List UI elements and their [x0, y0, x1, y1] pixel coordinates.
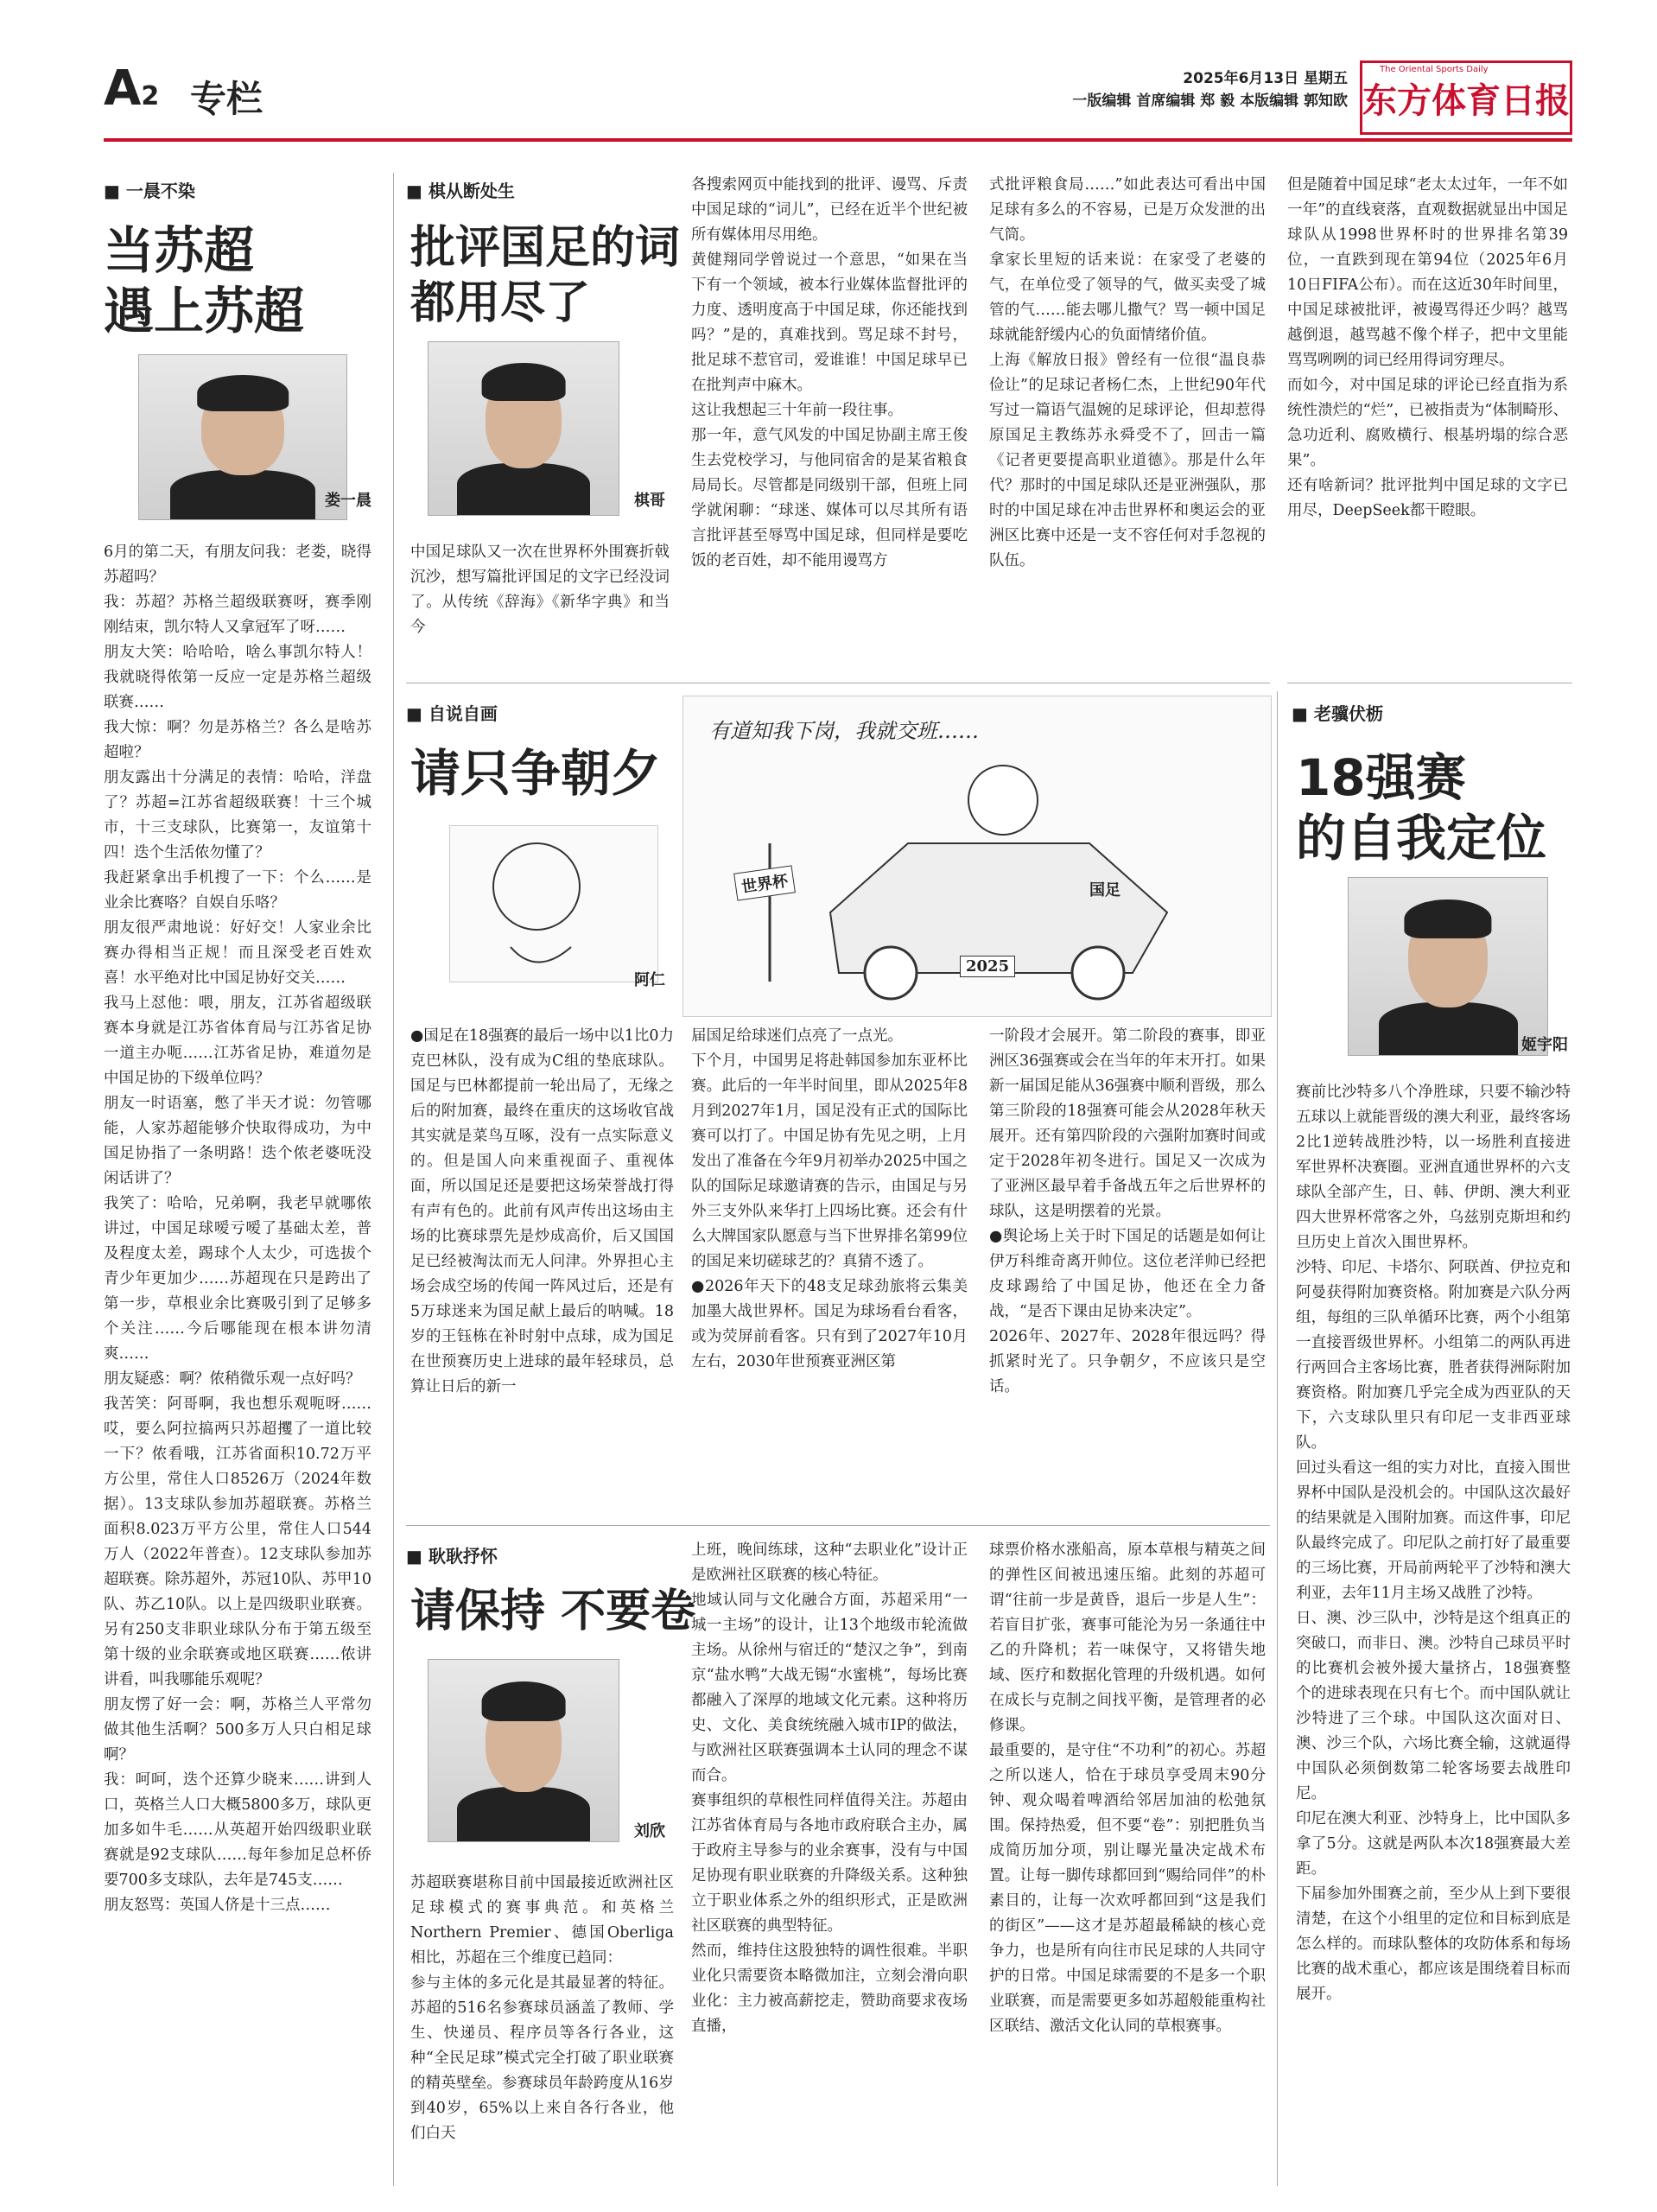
col5-title-line1: 18强赛: [1296, 748, 1466, 807]
logo-chinese: 东方体育日报: [1362, 80, 1570, 121]
issue-date: 2025年6月13日 星期五: [1183, 70, 1348, 87]
col5-title: [1296, 747, 1546, 868]
col2a-body-4: 但是随着中国足球“老太太过年，一年不如一年”的直线衰落，直观数据就显出中国足球队从1998世界杯时的世界排名第39位，一直跌到现在第94位（2025年6月10日FIFA公布）。而在这近30年时间里，中国足球被批评，被谩骂得还少吗？越骂越倒退，越骂越不像个样子，把中文里能骂骂咧咧的词已经用得词穷理尽。 而如今，对中国足球的评论已经直指为系统性溃烂的“烂”，已被指责为“体制畸形、急功近利、腐败横行、根基坍塌的综合恶果”。 还有啥新词？批评批判中国足球的文字已用尽，DeepSeek都干瞪眼。: [1287, 176, 1568, 519]
col2c-byline: 刘欣: [634, 1822, 665, 1840]
caricature-sketch: [449, 825, 658, 982]
col2a-kicker: ■ 棋从断处生: [406, 177, 515, 202]
col2b-body-2: 届国足给球迷们点亮了一点光。 下个月，中国男足将赴韩国参加东亚杯比赛。此后的一年半时间里，即从2025年8月到2027年1月，国足没有正式的国际比赛可以打了。中国足协有先见之明，上月发出了准备在今年9月初举办2025中国之队的国际足球邀请赛的告示，由国足与另外三支外队来华打上四场比赛。还会有什么大牌国家队愿意与当下世界排名第99位的国足来切磋球艺的？真猜不透了。 ●2026年天下的48支足球劲旅将云集美加墨大战世界杯。国足为球场看台看客，或为荧屏前看客。只有到了2027年10月左右，2030年世预赛亚洲区第: [691, 1027, 968, 1370]
col2c-body-2: 上班，晚间练球，这种“去职业化”设计正是欧洲社区联赛的核心特征。 地域认同与文化融合方面，苏超采用“一城一主场”的设计，让13个地级市轮流做主场。从徐州与宿迁的“楚汉之争”，到南京“盐水鸭”大战无锡“水蜜桃”，每场比赛都融入了深厚的地域文化元素。这种将历史、文化、美食统统融入城市IP的做法，与欧洲社区联赛强调本土认同的理念不谋而合。 赛事组织的草根性同样值得关注。苏超由江苏省体育局与各地市政府联合主办，属于政府主导参与的业余赛事，没有与中国足协现有职业联赛的升降级关系。这种独立于职业体系之外的组织形式，正是欧洲社区联赛的典型特征。 然而，维持住这股独特的调性很难。半职业化只需要资本略微加注，立刻会滑向职业化：主力被高薪挖走，赞助商要求夜场直播，: [691, 1541, 968, 2035]
cartoon-car-label: 国足: [1089, 881, 1121, 899]
col2a-title: [410, 220, 680, 331]
col1-kicker: ■ 一晨不染: [104, 177, 195, 202]
col1-byline: 娄一晨: [325, 492, 371, 510]
col2b-body-3: 一阶段才会展开。第二阶段的赛事，即亚洲区36强赛或会在当年的年末开打。如果新一届国足能从36强赛中顺利晋级，那么第三阶段的18强赛可能会从2028年秋天展开。还有第四阶段的六强附加赛时间或定于2028年初冬进行。国足又一次成为了亚洲区最早着手备战五年之后世界杯的球队，这是明摆着的光景。 ●舆论场上关于时下国足的话题是如何让伊万科维奇离开帅位。这位老洋帅已经把皮球踢给了中国足协，他还在全力备战，“是否下课由足协来决定”。 2026年、2027年、2028年很远吗？得抓紧时光了。只争朝夕，不应该只是空话。: [989, 1027, 1266, 1395]
page-header: [104, 60, 1572, 142]
col2a-title-line2: 都用尽了: [410, 277, 591, 329]
logo-english: The Oriental Sports Daily: [1380, 65, 1489, 74]
col1-title: [104, 220, 304, 341]
col2c-body-1: 苏超联赛堪称目前中国最接近欧洲社区足球模式的赛事典范。和英格兰Northern Premier、德国Oberliga相比，苏超在三个维度已趋同： 参与主体的多元化是其最显著的特征。苏超的516名参赛球员涵盖了教师、学生、快递员、程序员等各行各业，这种“全民足球”模式完全打破了职业联赛的精英壁垒。参赛球员年龄跨度从16岁到40岁，65%以上来自各行各业，他们白天: [410, 1874, 674, 2142]
col2a-title-line1: 批评国足的词: [410, 222, 681, 274]
col2a-byline: 棋哥: [634, 492, 665, 510]
col2b-kicker: ■ 自说自画: [406, 700, 498, 725]
cartoon-plate: 2025: [960, 956, 1015, 977]
header-meta: [1072, 67, 1348, 112]
page-number: A2: [104, 60, 160, 117]
col2b-byline: 阿仁: [634, 971, 665, 989]
cartoon-signpost: 世界杯: [733, 865, 796, 900]
col1-body: 6月的第二天，有朋友问我：老娄，晓得苏超吗？ 我：苏超？苏格兰超级联赛呀，赛季刚刚结束，凯尔特人又拿冠军了呀…… 朋友大笑：哈哈哈，啥么事凯尔特人！我就晓得侬第一反应一定是苏格兰超级联赛…… 我大惊：啊？勿是苏格兰？各么是啥苏超啦？ 朋友露出十分满足的表情：哈哈，洋盘了？苏超=江苏省超级联赛！十三个城市，十三支球队，比赛第一，友谊第十四！迭个生活侬勿懂了？ 我赶紧拿出手机搜了一下：个么……是业余比赛咯？自娱自乐咯？ 朋友很严肃地说：好好交！人家业余比赛办得相当正规！而且深受老百姓欢喜！水平绝对比中国足协好交关…… 我马上怼他：喂，朋友，江苏省超级联赛本身就是江苏省体育局与江苏省足协一道主办呃……江苏省足协，难道勿是中国足协的下级单位吗？ 朋友一时语塞，憋了半天才说：勿管哪能，人家苏超能够介快取得成功，为中国足协指了一条明路！迭个侬老婆呒没闲话讲了？ 我笑了：哈哈，兄弟啊，我老早就哪侬讲过，中国足球嗳亏嗳了基础太差，普及程度太差，踢球个人太少，可选拔个青少年更加少……苏超现在只是跨出了第一步，草根业余比赛吸引到了足够多个关注……今后哪能现在根本讲勿清爽…… 朋友疑惑：啊？侬稍微乐观一点好吗？ 我苦笑：阿哥啊，我也想乐观呃呀……哎，要么阿拉搞两只苏超攫了一道比较一下？侬看哦，江苏省面积10.72万平方公里，常住人口8526万（2024年数据）。13支球队参加苏超联赛。苏格兰面积8.023万平方公里，常住人口544万人（2022年普查）。12支球队参加苏超联赛。除苏超外，苏冠10队、苏甲10队、苏乙10队。以上是四级职业联赛。另有250支非职业球队分布于第五级至第十级的业余联赛或地区联赛……侬讲讲看，叫我哪能乐观呢？ 朋友愣了好一会：啊，苏格兰人平常勿做其他生活啊？500多万人只白相足球啊？ 我：呵呵，迭个还算少晓来……讲到人口，英格兰人口大概5800多万，球队更加多如牛毛……从英超开始四级职业联赛就是92支球队……每年参加足总杯侨要700多支球队，去年是745支…… 朋友怒骂：英国人侪是十三点……: [104, 543, 371, 1914]
col2c-kicker: ■ 耿耿抒怀: [406, 1542, 498, 1567]
col2a-body-2: 各搜索网页中能找到的批评、谩骂、斥责中国足球的“词儿”，已经在近半个世纪被所有媒体用尽用绝。 黄健翔同学曾说过一个意思，“如果在当下有一个领域，被本行业媒体监督批评的力度、透明度高于中国足球，你还能找到吗？”是的，真难找到。骂足球不封号，批足球不惹官司，爱谁谁！中国足球早已在批判声中麻木。 这让我想起三十年前一段往事。 那一年，意气风发的中国足协副主席王俊生去党校学习，与他同宿舍的是某省粮食局局长。尽管都是同级别干部，但班上同学就闲聊：“球迷、媒体可以尽其所有语言批评甚至辱骂中国足球，但同样是要吃饭的老百姓，却不能用谩骂方: [691, 176, 968, 569]
col1-title-line1: 当苏超: [104, 221, 255, 280]
col5-kicker: ■ 老骥伏枥: [1292, 700, 1383, 725]
col5-body: 赛前比沙特多八个净胜球，只要不输沙特五球以上就能晋级的澳大利亚，最终客场2比1逆转战胜沙特，以一场胜利直接进军世界杯决赛圈。亚洲直通世界杯的六支球队全部产生，日、韩、伊朗、澳大利亚四大世界杯常客之外，乌兹别克斯坦和约旦历史上首次入围世界杯。 沙特、印尼、卡塔尔、阿联酋、伊拉克和阿曼获得附加赛资格。附加赛是六队分两组，每组的三队单循环比赛，两个小组第一直接晋级世界杯。小组第二的两队再进行两回合主客场比赛，胜者获得洲际附加赛资格。附加赛几乎完全成为西亚队的天下，六支球队里只有印尼一支非西亚球队。 回过头看这一组的实力对比，直接入围世界杯中国队是没机会的。中国队这次最好的结果就是入围附加赛。而这件事，印尼队最终完成了。印尼队之前打好了最重要的三场比赛，开局前两轮平了沙特和澳大利亚，去年11月主场又战胜了沙特。 日、澳、沙三队中，沙特是这个组真正的突破口，而非日、澳。沙特自己球员平时的比赛机会被外援大量挤占，18强赛整个的进球表现在只有七个。而中国队就让沙特进了三个球。中国队这次面对日、澳、沙三个队，六场比赛全输，这就逼得中国队必须倒数第二轮客场要去战胜印尼。 印尼在澳大利亚、沙特身上，比中国队多拿了5分。这就是两队本次18强赛最大差距。 下届参加外围赛之前，至少从上到下要很清楚，在这个小组里的定位和目标到底是怎么样的。而球队整体的攻防体系和每场比赛的战术重心，都应该是围绕着目标而展开。: [1296, 1084, 1571, 2003]
col1-title-line2: 遇上苏超: [104, 282, 305, 340]
newspaper-logo: [1360, 60, 1572, 135]
col2c-title: 请保持 不要卷: [410, 1586, 696, 1637]
column-divider: [393, 173, 394, 2186]
section-divider: [406, 1525, 1270, 1526]
author-photo: [1348, 877, 1548, 1056]
col2b-title: 请只争朝夕: [410, 744, 662, 803]
section-title: 专栏: [190, 78, 263, 120]
cartoon-caption: 有道知我下岗，我就交班……: [709, 719, 979, 743]
caricature-drawing: [450, 826, 657, 982]
author-photo: [428, 1659, 619, 1842]
col2a-body-3: 式批评粮食局……”如此表达可看出中国足球有多么的不容易，已是万众发泄的出气筒。 拿家长里短的话来说：在家受了老婆的气，在单位受了领导的气，做买卖受了城管的气……能去哪儿撒气？骂一顿中国足球就能舒缓内心的负面情绪价值。 上海《解放日报》曾经有一位很“温良恭俭让”的足球记者杨仁杰，上世纪90年代写过一篇语气温婉的足球评论，但却惹得原国足主教练苏永舜受不了，回击一篇《记者更要提高职业道德》。那是什么年代？那时的中国足球队还是亚洲强队，那时的中国足球在冲击世界杯和奥运会的亚洲区比赛中还是一支不容任何对手忽视的队伍。: [989, 176, 1266, 569]
editors-line: 一版编辑 首席编辑 郑 毅 本版编辑 郭知欧: [1072, 92, 1348, 110]
column-divider: [1277, 691, 1278, 2186]
col5-title-line2: 的自我定位: [1296, 809, 1547, 868]
col5-byline: 姬宇阳: [1521, 1036, 1568, 1054]
col2c-body-3: 球票价格水涨船高，原本草根与精英之间的弹性区间被迅速压缩。此刻的苏超可谓“往前一步是黄昏，退后一步是人生”：若盲目扩张，赛事可能沦为另一条通往中乙的升降机；若一味保守，又将错失地域、医疗和数据化管理的升级机遇。如何在成长与克制之间找平衡，是管理者的必修课。 最重要的，是守住“不功利”的初心。苏超之所以迷人，恰在于球员享受周末90分钟、观众喝着啤酒给邻居加油的松弛氛围。保持热爱，但不要“卷”：别把胜负当成简历加分项，别让曝光量决定战术布置。让每一脚传球都回到“赐给同伴”的朴素目的，让每一次欢呼都回到“这是我们的街区”——这才是苏超最稀缺的核心竞争力，也是所有向往市民足球的人共同守护的日常。中国足球需要的不是多一个职业联赛，而是需要更多如苏超般能重构社区联结、激活文化认同的草根赛事。: [989, 1541, 1266, 2035]
col2b-body-1: ●国足在18强赛的最后一场中以1比0力克巴林队，没有成为C组的垫底球队。国足与巴林都提前一轮出局了，无缘之后的附加赛，最终在重庆的这场收官战其实就是菜鸟互啄，没有一点实际意义的。但是国人向来重视面子、重视体面，所以国足还是要把这场荣誉战打得有声有色的。此前有风声传出这场由主场的比赛球票先是炒成高价，后又国国足已经被淘汰而无人问津。外界担心主场会成空场的传闻一阵风过后，还是有5万球迷来为国足献上最后的呐喊。18岁的王钰栋在补时射中点球，成为国足在世预赛历史上进球的最年轻球员，总算让日后的新一: [410, 1027, 674, 1395]
col2a-body-1: 中国足球队又一次在世界杯外围赛折戟沉沙，想写篇批评国足的文字已经没词了。从传统《辞海》《新华字典》和当今: [410, 543, 670, 636]
editorial-cartoon: [682, 696, 1272, 1017]
